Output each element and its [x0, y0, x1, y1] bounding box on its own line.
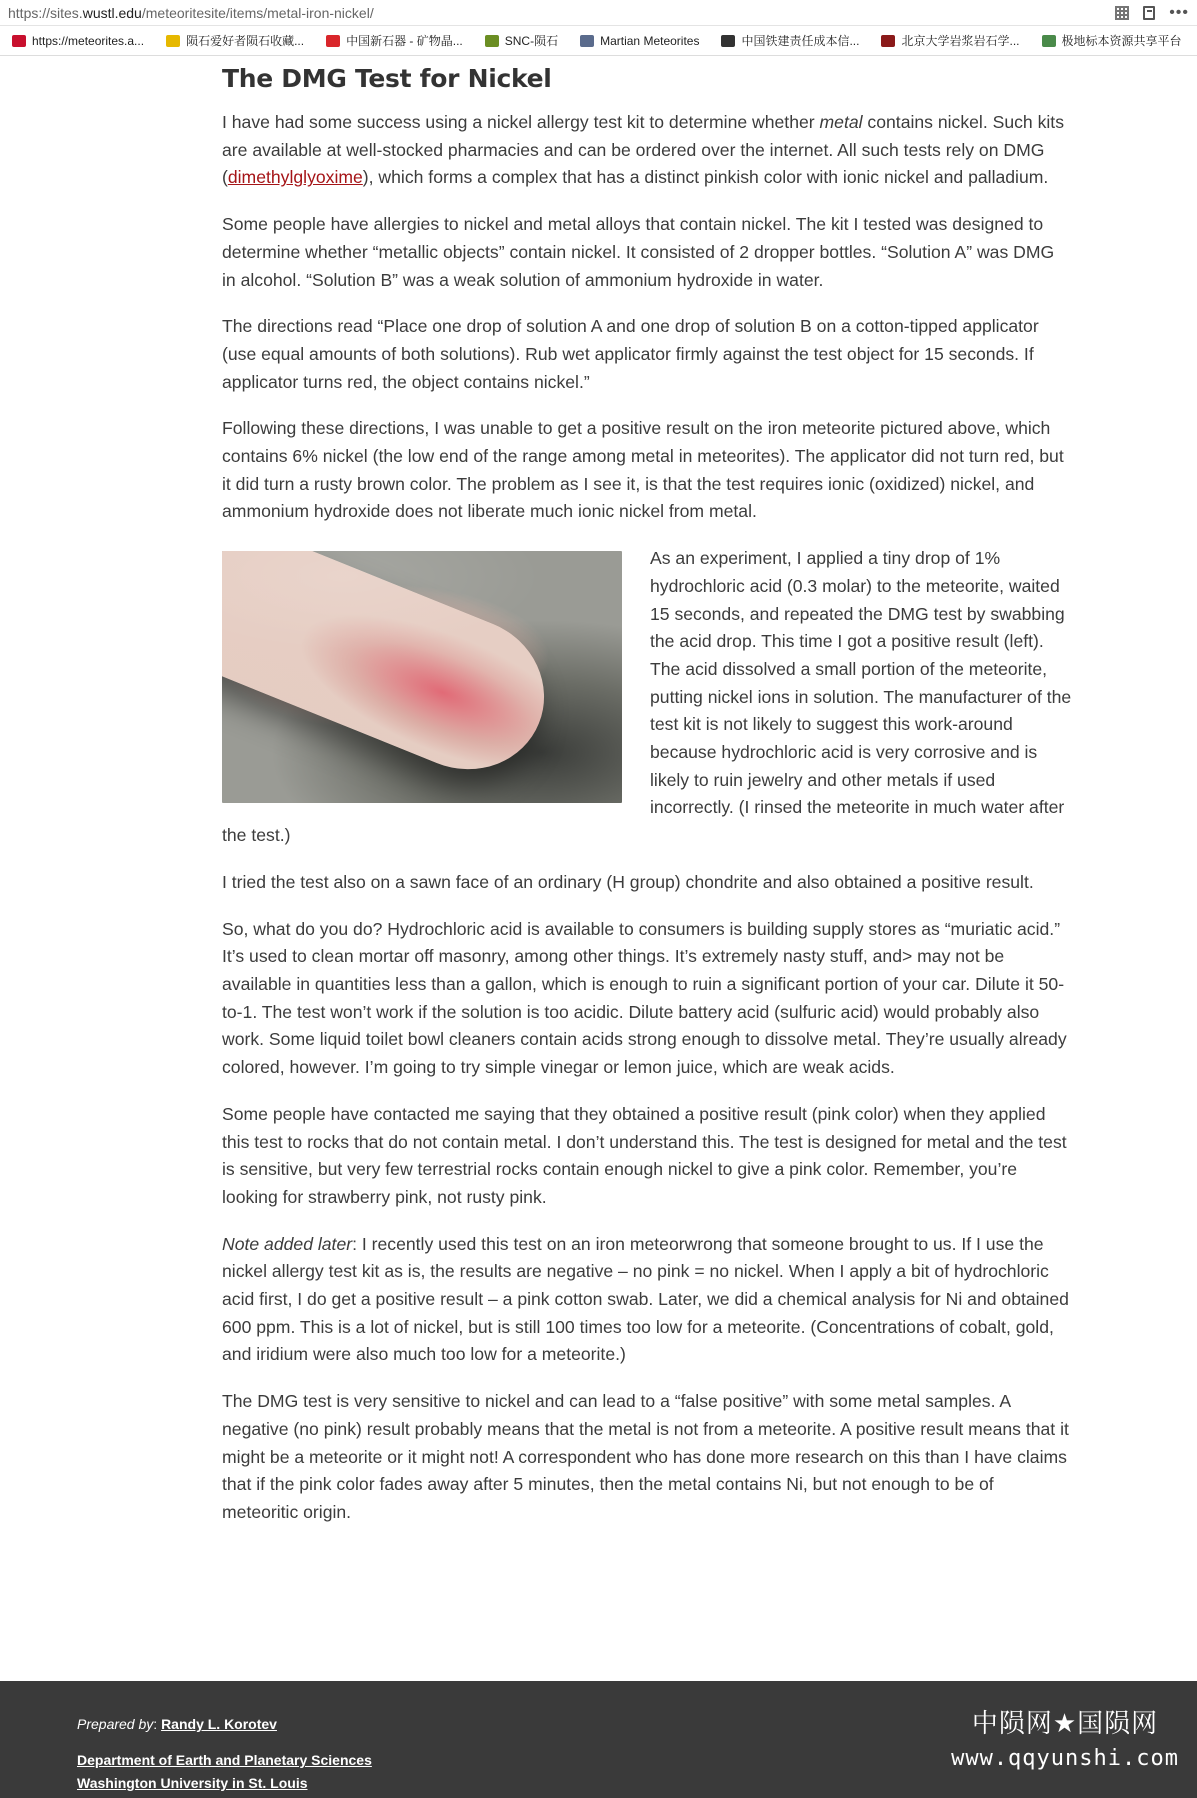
bookmark-favicon-icon	[326, 35, 340, 47]
department-link[interactable]: Department of Earth and Planetary Sciences	[77, 1752, 372, 1768]
bookmark-item[interactable]	[1030, 32, 1192, 49]
bookmark-label: https://meteorites.a...	[32, 33, 145, 48]
bookmark-item[interactable]	[568, 34, 709, 48]
bookmark-label: 陨石爱好者陨石收藏...	[186, 34, 305, 48]
bookmarks-bar	[0, 26, 1197, 56]
bookmark-item[interactable]	[154, 32, 314, 49]
bookmark-favicon-icon	[1042, 35, 1056, 47]
bookmark-favicon-icon	[580, 35, 594, 47]
bookmark-label: SNC-陨石	[504, 34, 559, 48]
article	[222, 64, 1072, 1546]
bookmark-favicon-icon	[12, 35, 26, 47]
paragraph-1: I have had some success using a nickel allergy test kit to determine whether metal contains nickel. Such kits are available at well-stocked pharmacies and can be ordered over the internet. All such tests rely on DMG (dimethylglyoxime), which forms a complex that has a distinct pinkish color with ionic nickel and palladium.	[222, 112, 1064, 188]
address-bar[interactable]	[0, 0, 1197, 26]
paragraph-2: Some people have allergies to nickel and metal alloys that contain nickel. The kit I tested was designed to determine whether “metallic objects” contain nickel. It consisted of 2 dropper bottles. “Solution A” was DMG in alcohol. “Solution B” was a weak solution of ammonium hydroxide in water.	[222, 214, 1055, 290]
bookmark-item[interactable]	[869, 32, 1029, 49]
paragraph-3: The directions read “Place one drop of solution A and one drop of solution B on a cotton-tipped applicator (use equal amounts of both solutions). Rub wet applicator firmly against the test object for 15 seconds. If applicator turns red, the object contains nickel.”	[222, 316, 1039, 392]
paragraph-4: Following these directions, I was unable to get a positive result on the iron meteorite pictured above, which contains 6% nickel (the low end of the range among metal in meteorites). The applicator did not turn red, but it did turn a rusty brown color. The problem as I see it, is that the test requires ionic (oxidized) nickel, and ammonium hydroxide does not liberate much ionic nickel from metal.	[222, 418, 1064, 522]
watermark-chinese: 中陨网★国陨网	[971, 1709, 1159, 1739]
bookmark-favicon-icon	[485, 35, 499, 47]
paragraph-5: As an experiment, I applied a tiny drop of 1% hydrochloric acid (0.3 molar) to the meteorite, waited 15 seconds, and repeated the DMG test by swabbing the acid drop. This time I got a positive result (left). The acid dissolved a small portion of the meteorite, putting nickel ions in solution. The manufacturer of the test kit is not likely to suggest this work-around because hydrochloric acid is very corrosive and is likely to ruin jewelry and other metals if used incorrectly. (I rinsed the meteorite in much water after the test.)	[222, 548, 1072, 846]
watermark-url: www.qqyunshi.com	[951, 1746, 1179, 1771]
bookmark-item[interactable]	[314, 32, 473, 49]
url-domain: wustl.edu	[82, 4, 142, 21]
bookmark-label: 北京大学岩浆岩石学...	[901, 34, 1020, 48]
author-link[interactable]: Randy L. Korotev	[161, 1716, 277, 1732]
bookmark-item[interactable]	[709, 32, 869, 49]
prepared-by: Prepared by: Randy L. Korotev	[77, 1716, 277, 1732]
paragraph-6: I tried the test also on a sawn face of an ordinary (H group) chondrite and also obtained a positive result.	[222, 871, 1034, 892]
reader-mode-icon[interactable]	[1143, 6, 1155, 20]
paragraph-7: So, what do you do? Hydrochloric acid is available to consumers is building supply stores as “muriatic acid.” It’s used to clean mortar off masonry, among other things. It’s extremely nasty stuff, and> may not be available in quantities less than a gallon, which is enough to ruin a significant portion of your car. Dilute it 50-to-1. The test won’t work if the solution is too acidic. Dilute battery acid (sulfuric acid) would probably also work. Some liquid toilet bowl cleaners contain acids strong enough to dissolve metal. They’re usually already colored, however. I’m going to try simple vinegar or lemon juice, which are weak acids.	[222, 918, 1067, 1078]
paragraph-8: Some people have contacted me saying that they obtained a positive result (pink color) when they applied this test to rocks that do not contain metal. I don’t understand this. The test is designed for metal and the test is sensitive, but very few terrestrial rocks contain enough nickel to give a pink color. Remember, you’re looking for strawberry pink, not rusty pink.	[222, 1103, 1067, 1207]
bookmark-item[interactable]	[0, 34, 154, 48]
watermark	[951, 1703, 1179, 1771]
url-text[interactable]	[8, 5, 1115, 21]
more-menu-icon[interactable]: •••	[1169, 3, 1189, 21]
site-footer	[0, 1681, 1197, 1798]
bookmark-label: 极地标本资源共享平台	[1061, 34, 1182, 48]
url-prefix: https://sites.	[8, 4, 83, 21]
bookmark-favicon-icon	[166, 35, 180, 47]
url-path: /meteoritesite/items/metal-iron-nickel/	[141, 4, 374, 21]
dimethylglyoxime-link[interactable]: dimethylglyoxime	[227, 167, 363, 188]
bookmark-label: 中国铁建责任成本信...	[741, 34, 860, 48]
paragraph-9: Note added later: I recently used this test on an iron meteorwrong that someone brought to us. If I use the nickel allergy test kit as is, the results are negative – no pink = no nickel. When I apply a bit of hydrochloric acid first, I do get a positive result – a pink cotton swab. Later, we did a chemical analysis for Ni and obtained 600 ppm. This is a lot of nickel, but is still 100 times too low for a meteorite. (Concentrations of cobalt, gold, and iridium were also much too low for a meteorite.)	[222, 1233, 1069, 1365]
bookmark-item[interactable]	[473, 32, 568, 49]
bookmark-label: 中国新石器 - 矿物晶...	[346, 34, 463, 48]
bookmark-favicon-icon	[881, 35, 895, 47]
university-link[interactable]: Washington University in St. Louis	[77, 1775, 308, 1791]
bookmark-label: Martian Meteorites	[600, 33, 700, 48]
qr-code-icon[interactable]	[1115, 6, 1129, 20]
bookmark-favicon-icon	[721, 35, 735, 47]
paragraph-10: The DMG test is very sensitive to nickel and can lead to a “false positive” with some metal samples. A negative (no pink) result probably means that the metal is not from a meteorite. A positive result means that it might be a meteorite or it might not! A correspondent who has done more research on this than I have claims that if the pink color fades away after 5 minutes, then the metal contains Ni, but not enough to be of meteoritic origin.	[222, 1391, 1069, 1522]
pink-cotton-swab-image	[222, 551, 622, 803]
page-title: The DMG Test for Nickel	[222, 64, 552, 93]
